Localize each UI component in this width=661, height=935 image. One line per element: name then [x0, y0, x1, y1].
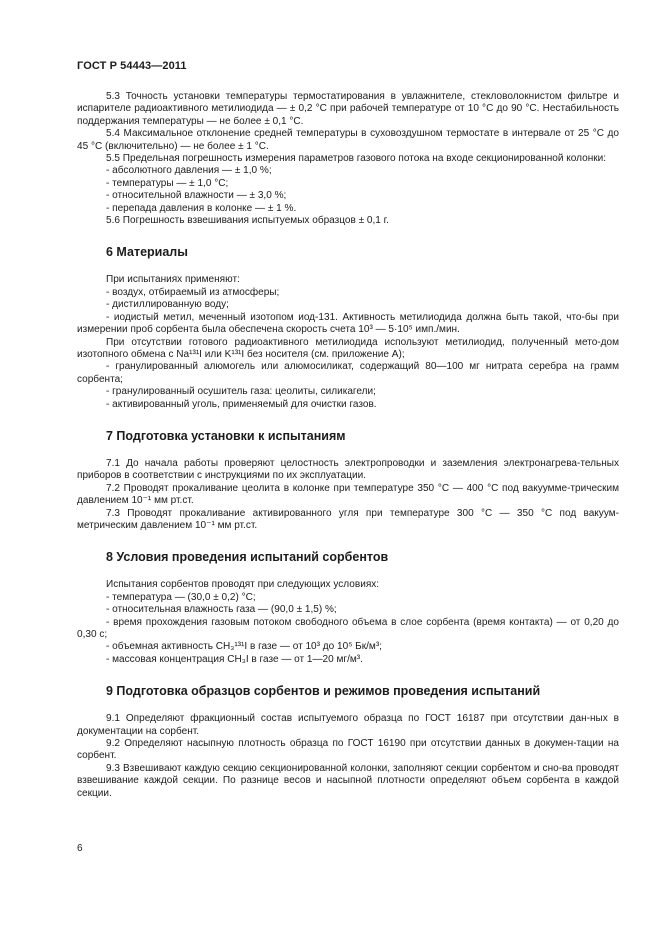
paragraph-7-2: 7.2 Проводят прокаливание цеолита в колонке при температуре 350 °С — 400 °С под вакуумме-трическим давлением 10⁻¹ мм рт.ст. [77, 482, 619, 507]
list-item: - температуры — ± 1,0 °С; [106, 177, 229, 189]
list-item: - гранулированный осушитель газа: цеолиты, силикагели; [106, 386, 376, 398]
list-item: - время прохождения газовым потоком свободного объема в слое сорбента (время контакта) — от 0,20 до 0,30 с; [77, 616, 619, 640]
paragraph-7-1: 7.1 До начала работы проверяют целостность электропроводки и заземления электронагрева-тельных приборов в соответствии с инструкциями по их эксплуатации. [77, 457, 619, 482]
paragraph-5-6: 5.6 Погрешность взвешивания испытуемых образцов ± 0,1 г. [106, 215, 389, 227]
paragraph-7-3: 7.3 Проводят прокаливание активированного угля при температуре 300 °С — 350 °С под вакуум-метрическим давлением 10⁻¹ мм рт.ст. [77, 507, 619, 531]
list-item: - абсолютного давления — ± 1,0 %; [106, 165, 272, 177]
section-7-heading: 7 Подготовка установки к испытаниям [106, 428, 346, 443]
section-6-heading: 6 Материалы [106, 245, 188, 260]
section-9-heading: 9 Подготовка образцов сорбентов и режимов проведения испытаний [106, 684, 541, 699]
paragraph-5-4: 5.4 Максимальное отклонение средней температуры в суховоздушном термостате в интервале от 25 °С до 45 °С (включительно) — не более ± 1 °С. [77, 128, 619, 152]
list-item: - активированный уголь, применяемый для очистки газов. [106, 398, 377, 410]
list-item: - объемная активность CH₃¹³¹I в газе — от 10³ до 10⁵ Бк/м³; [106, 641, 382, 653]
list-item: - воздух, отбираемый из атмосферы; [106, 286, 280, 298]
document-body [77, 91, 619, 800]
paragraph-5-5: 5.5 Предельная погрешность измерения параметров газового потока на входе секционированной колонки: [106, 153, 607, 165]
list-item: - массовая концентрация CH₃I в газе — от 1—20 мг/м³. [106, 653, 363, 665]
list-item: - дистиллированную воду; [106, 299, 229, 311]
section-6-intro: При испытаниях применяют: [106, 274, 240, 286]
section-8-intro: Испытания сорбентов проводят при следующих условиях: [106, 579, 380, 591]
section-8-heading: 8 Условия проведения испытаний сорбентов [106, 550, 389, 565]
paragraph-9-3: 9.3 Взвешивают каждую секцию секционированной колонки, заполняют секции сорбентом и сно-ва проводят взвешивание каждой секции. По разнице весов и насыпной плотности определяют объем сорбента в каждой секции. [77, 762, 619, 799]
document-code-header: ГОСТ Р 54443—2011 [77, 60, 187, 72]
list-item: - гранулированный алюмогель или алюмосиликат, содержащий 80—100 мг нитрата серебра на грамм сорбента; [77, 361, 619, 385]
list-item: - иодистый метил, меченный изотопом иод-131. Активность метилиодида должна быть такой, что-бы при измерении проб сорбента была обеспечена скорость счета 10³ — 5·10⁵ имп./мин. [77, 311, 619, 336]
paragraph-5-3: 5.3 Точность установки температуры термостатирования в увлажнителе, стекловолокнистом фильтре и испарителе радиоактивного метилиодида — ± 0,2 °С при рабочей температуре от 10 °С до 90 °С. Нестабильность поддержания температуры — не более ± 0,1 °С. [77, 91, 619, 127]
list-item: - температура — (30,0 ± 0,2) °С; [106, 591, 256, 603]
list-item: - относительная влажность газа — (90,0 ± 1,5) %; [106, 604, 337, 616]
paragraph-9-1: 9.1 Определяют фракционный состав испытуемого образца по ГОСТ 16187 при отсутствии дан-ных в документации на сорбент. [77, 713, 619, 737]
paragraph-radio-methyl-iodide: При отсутствии готового радиоактивного метилиодида используют метилиодид, полученный мето-дом изотопного обмена с Na¹³¹I или K¹³¹I без носителя (см. приложение А); [77, 336, 619, 360]
list-item: - перепада давления в колонке — ± 1 %. [106, 202, 297, 214]
paragraph-9-2: 9.2 Определяют насыпную плотность образца по ГОСТ 16190 при отсутствии данных в докумен-тации на сорбент. [77, 738, 619, 762]
page-number: 6 [77, 843, 83, 854]
list-item: - относительной влажности — ± 3,0 %; [106, 190, 287, 202]
